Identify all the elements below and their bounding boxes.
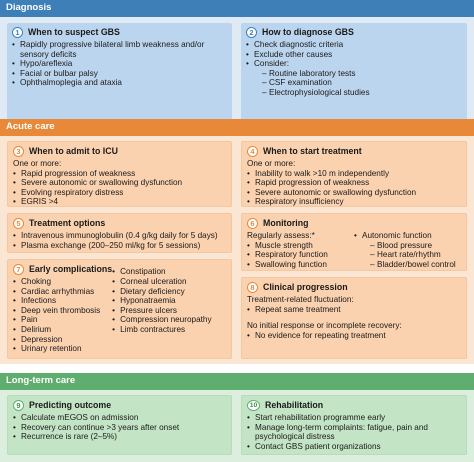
list-item: • Intravenous immunoglobulin (0.4 g/kg daily for 5 days) [13,231,226,241]
list-item: • Cardiac arrhythmias [13,287,112,297]
card-how-to-diagnose [241,23,467,123]
list-item: • Respiratory insufficiency [247,197,461,207]
section-diagnosis [0,17,474,129]
list-item: • Inability to walk >10 m independently [247,169,461,179]
list [13,231,226,250]
intro-text: One or more: [13,159,62,168]
list-item: • Hypo/areflexia [12,59,227,69]
list [247,305,461,315]
list-item: • Severe autonomic or swallowing dysfunction [13,178,226,188]
step-number: 6 [247,218,258,229]
card-title: Rehabilitation [265,400,324,410]
list-item: • Deep vein thrombosis [13,306,112,316]
list-item: • Dietary deficiency [112,287,226,297]
step-number: 7 [13,264,24,275]
step-number: 8 [247,282,258,293]
list-item: • Rapidly progressive bilateral limb weakness and/or sensory deficits [12,40,227,59]
list-item: • Facial or bulbar palsy [12,69,227,79]
list-item: • Choking [13,277,112,287]
list-item: • Severe autonomic or swallowing dysfunction [247,188,461,198]
list [354,231,461,269]
list [13,413,226,442]
list-item: • Ophthalmoplegia and ataxia [12,78,227,88]
sub-item: – Bladder/bowel control [370,260,461,270]
list-item: • Evolving respiratory distress [13,188,226,198]
list [13,169,226,207]
list-item: • Constipation [112,267,226,277]
section-long-term-care [0,390,474,462]
list-item: • Urinary retention [13,344,112,354]
card-early-complications [7,259,232,359]
list-item: • Pain [13,315,112,325]
list-item: • Plasma exchange (200–250 ml/kg for 5 sessions) [13,241,226,251]
list-item: • Limb contractures [112,325,226,335]
sub-item: – Electrophysiological studies [262,88,462,98]
card-start-treatment [241,141,467,207]
list-item: • Delirium [13,325,112,335]
list [247,413,461,451]
sub-item: – CSF examination [262,78,462,88]
card-title: When to start treatment [263,146,362,156]
card-title: Early complications [29,264,113,274]
step-number: 10 [247,400,260,411]
list-item: • Rapid progression of weakness [247,178,461,188]
card-when-to-suspect [7,23,232,123]
list-item: • Start rehabilitation programme early [247,413,461,423]
step-number: 9 [13,400,24,411]
sub-item: – Heart rate/rhythm [370,250,461,260]
list-item: • Swallowing function [247,260,354,270]
list-item: • EGRIS >4 [13,197,226,207]
list [247,241,354,270]
list-item: • Calculate mEGOS on admission [13,413,226,423]
list-item: • Contact GBS patient organizations [247,442,461,452]
step-number: 3 [13,146,24,157]
step-number: 4 [247,146,258,157]
step-number: 5 [13,218,24,229]
card-monitoring [241,213,467,271]
list [247,169,461,207]
list-item: • Compression neuropathy [112,315,226,325]
list-item: • Recurrence is rare (2–5%) [13,432,226,442]
card-admit-icu [7,141,232,207]
list-item: • Infections [13,296,112,306]
list-item: • Corneal ulceration [112,277,226,287]
intro-text: No initial response or incomplete recovery: [247,321,402,331]
list-item: • Consider: – Routine laboratory tests – CSF examination – Electrophysiological studies [246,59,462,97]
step-number: 2 [246,27,257,38]
list-item: • Hyponatraemia [112,296,226,306]
card-title: When to suspect GBS [28,27,120,37]
list [112,267,226,353]
card-title: How to diagnose GBS [262,27,354,37]
sub-item: – Blood pressure [370,241,461,251]
list-item: • Recovery can continue >3 years after onset [13,423,226,433]
card-predicting-outcome [7,395,232,455]
list-item: • Check diagnostic criteria [246,40,462,50]
list-item: • Depression [13,335,112,345]
list [13,277,112,354]
list-item: • No evidence for repeating treatment [247,331,461,341]
card-title: When to admit to ICU [29,146,118,156]
section-header-diagnosis: Diagnosis [0,0,474,17]
card-title: Monitoring [263,218,309,228]
list-item: • Repeat same treatment [247,305,461,315]
card-title: Clinical progression [263,282,348,292]
section-acute-care [0,136,474,364]
section-header-long-term-care: Long-term care [0,373,474,390]
list [247,331,461,341]
intro-text: Treatment-related fluctuation: [247,295,354,304]
sub-item: – Routine laboratory tests [262,69,462,79]
list-item: • Respiratory function [247,250,354,260]
list [12,40,227,88]
card-title: Predicting outcome [29,400,112,410]
card-clinical-progression [241,277,467,359]
card-rehabilitation [241,395,467,455]
section-header-acute-care: Acute care [0,119,474,136]
list-item: • Muscle strength [247,241,354,251]
list-item: • Pressure ulcers [112,306,226,316]
card-treatment-options [7,213,232,253]
list-item: • Rapid progression of weakness [13,169,226,179]
intro-text: Regularly assess:* [247,231,315,240]
list-item: • Autonomic function – Blood pressure – Heart rate/rhythm – Bladder/bowel control [354,231,461,269]
list-item: • Exclude other causes [246,50,462,60]
step-number: 1 [12,27,23,38]
list [246,40,462,98]
intro-text: One or more: [247,159,296,168]
card-title: Treatment options [29,218,106,228]
list-item: • Manage long-term complaints: fatigue, pain and psychological distress [247,423,461,442]
